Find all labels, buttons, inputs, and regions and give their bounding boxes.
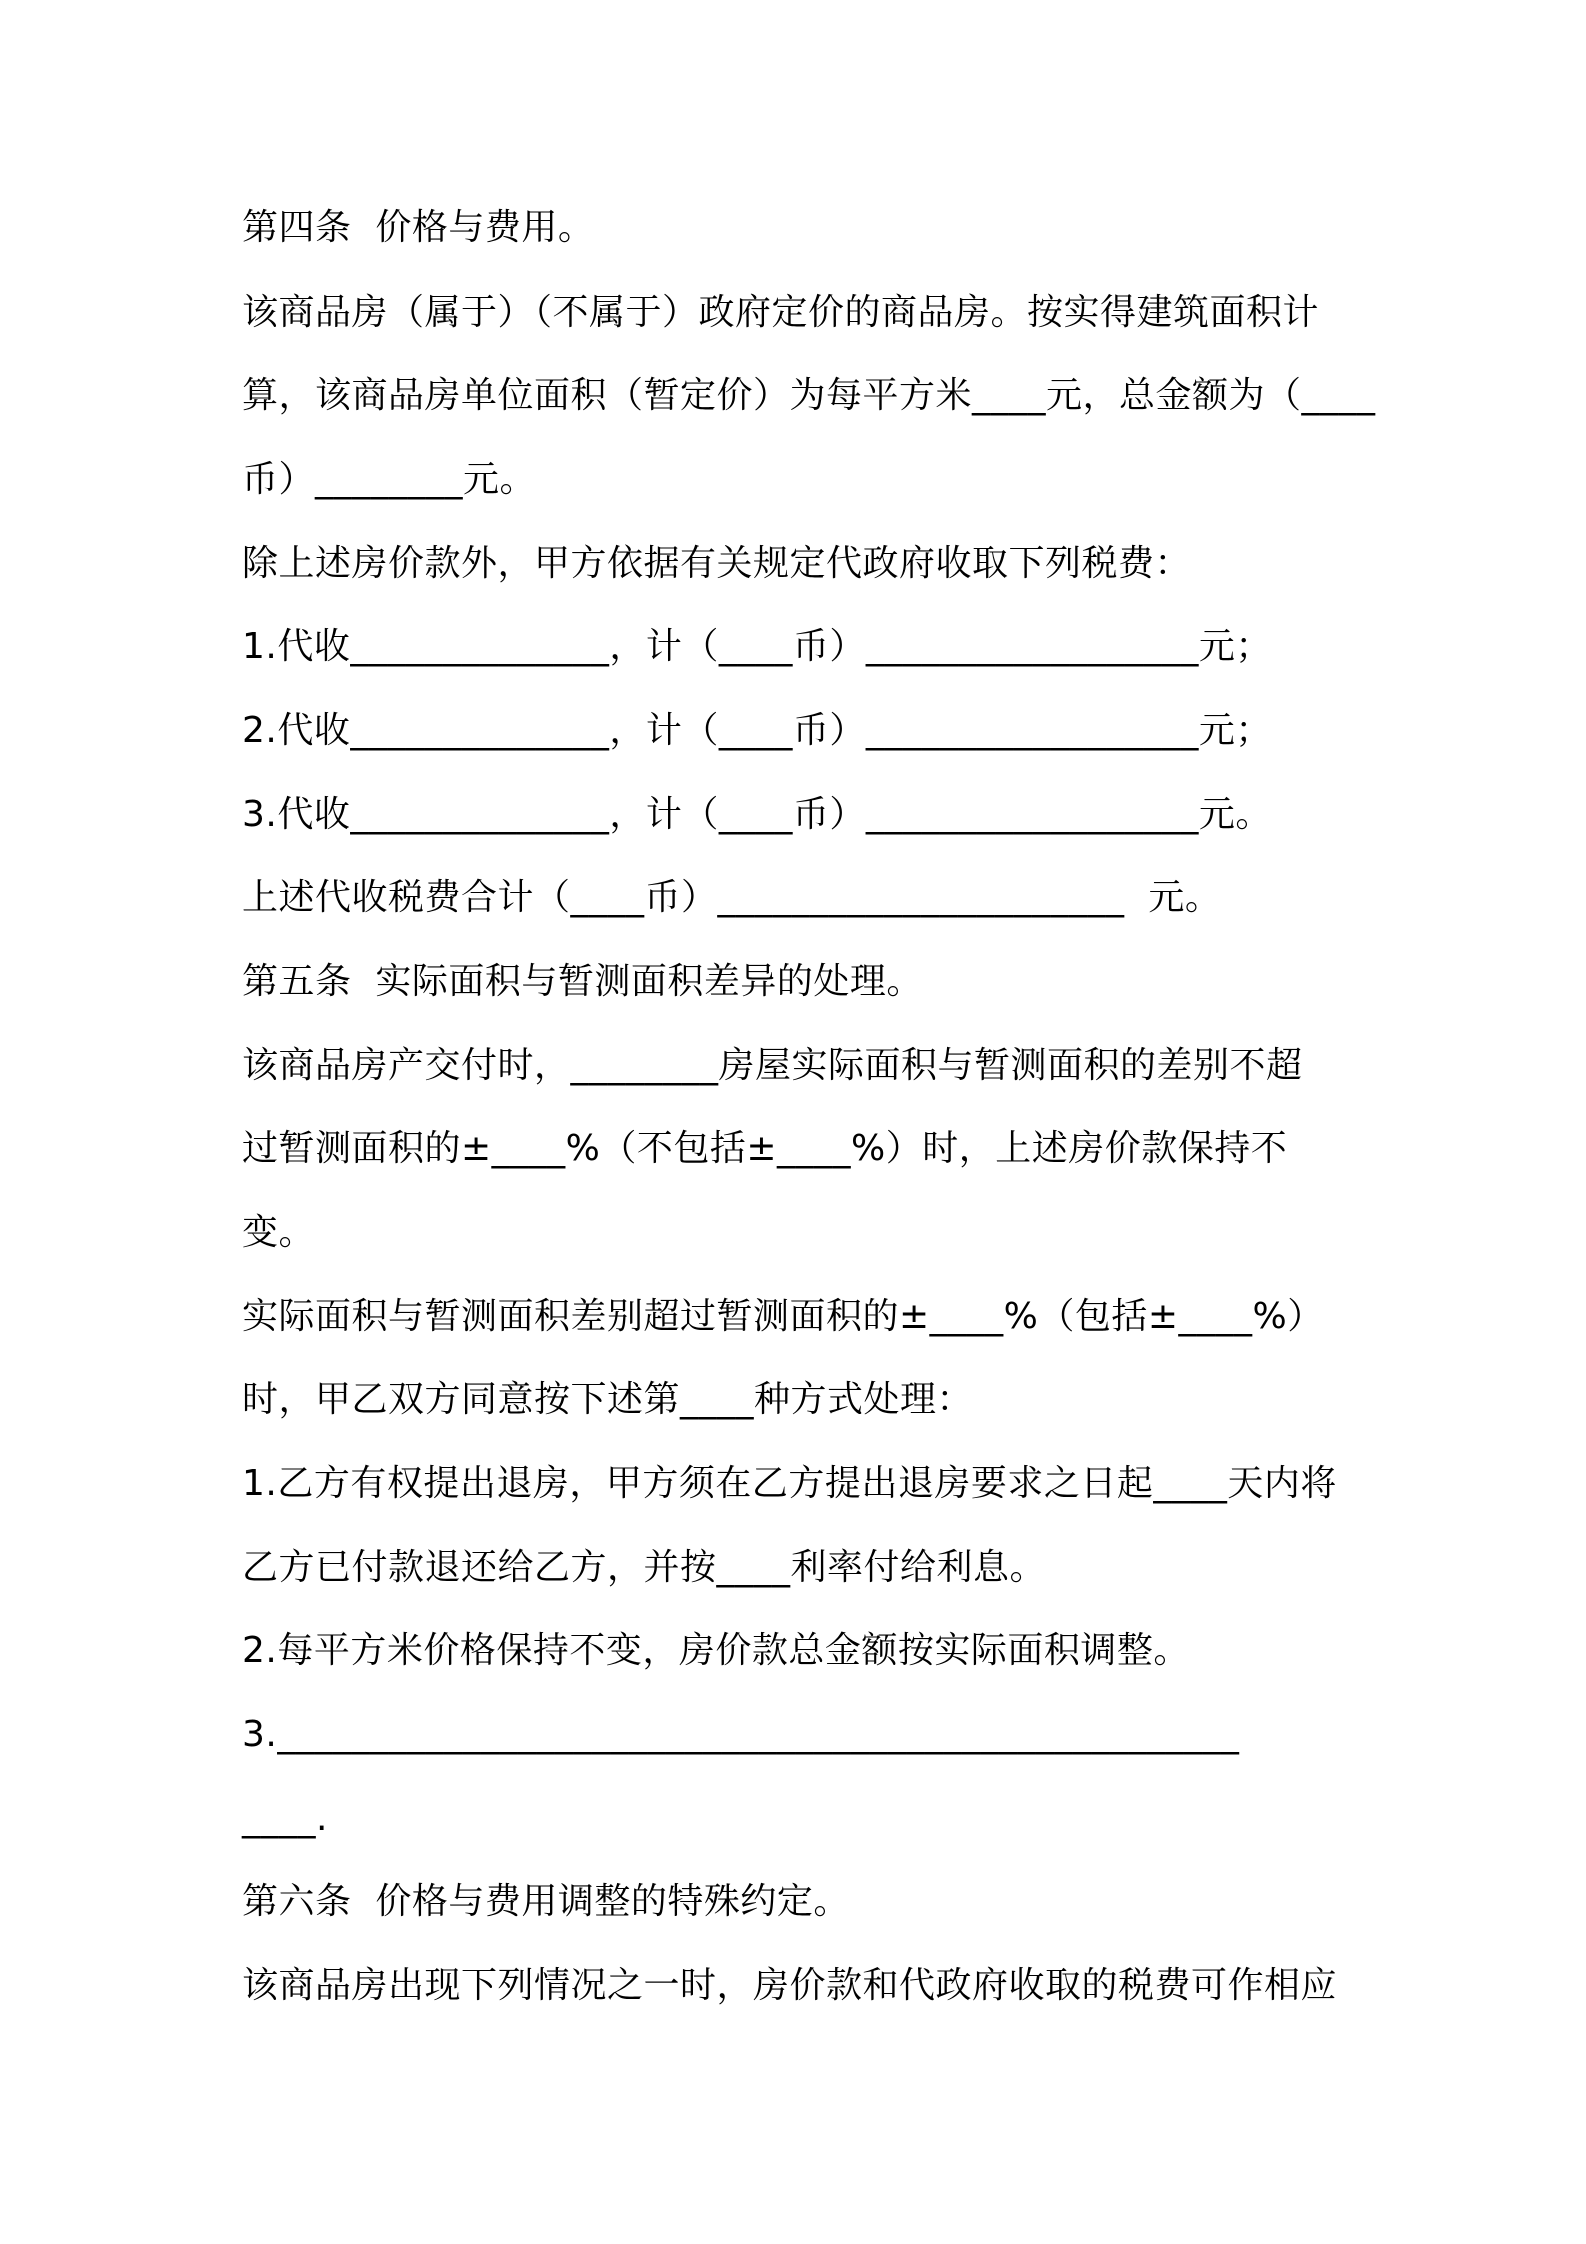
article-6-heading: 第六条 价格与费用调整的特殊约定。 bbox=[242, 1881, 850, 1922]
option-item-2: 2.每平方米价格保持不变，房价款总金额按实际面积调整。 bbox=[242, 1630, 1190, 1671]
tax-item-2: 2.代收______________，计（____币）__________________元； bbox=[242, 710, 1272, 751]
option-item-3: 3.____________________________________________________ bbox=[242, 1714, 1240, 1755]
paragraph-line: 乙方已付款退还给乙方，并按____利率付给利息。 bbox=[242, 1547, 1047, 1588]
paragraph-line: 币）________元。 bbox=[242, 459, 537, 500]
tax-item-3: 3.代收______________，计（____币）__________________元。 bbox=[242, 794, 1272, 835]
paragraph-line: 实际面积与暂测面积差别超过暂测面积的±____%（包括±____%） bbox=[242, 1296, 1324, 1337]
paragraph-line: 算，该商品房单位面积（暂定价）为每平方米____元，总金额为（____ bbox=[242, 375, 1376, 416]
paragraph-line: 时，甲乙双方同意按下述第____种方式处理： bbox=[242, 1379, 974, 1420]
paragraph-line: 该商品房产交付时，________房屋实际面积与暂测面积的差别不超 bbox=[242, 1045, 1303, 1086]
paragraph-line: 过暂测面积的±____%（不包括±____%）时，上述房价款保持不 bbox=[242, 1128, 1288, 1169]
paragraph-line: ____. bbox=[242, 1798, 328, 1839]
article-5-heading: 第五条 实际面积与暂测面积差异的处理。 bbox=[242, 961, 923, 1002]
option-item-1: 1.乙方有权提出退房，甲方须在乙方提出退房要求之日起____天内将 bbox=[242, 1463, 1337, 1504]
paragraph-line: 该商品房出现下列情况之一时，房价款和代政府收取的税费可作相应 bbox=[242, 1965, 1338, 2006]
article-4-heading: 第四条 价格与费用。 bbox=[242, 207, 595, 248]
paragraph-line: 该商品房（属于）（不属于）政府定价的商品房。按实得建筑面积计 bbox=[242, 292, 1320, 333]
tax-item-1: 1.代收______________，计（____币）__________________元； bbox=[242, 626, 1272, 667]
paragraph-line: 除上述房价款外，甲方依据有关规定代政府收取下列税费： bbox=[242, 543, 1192, 584]
tax-total-line: 上述代收税费合计（____币）______________________ 元。 bbox=[242, 877, 1222, 918]
paragraph-line: 变。 bbox=[242, 1212, 316, 1253]
